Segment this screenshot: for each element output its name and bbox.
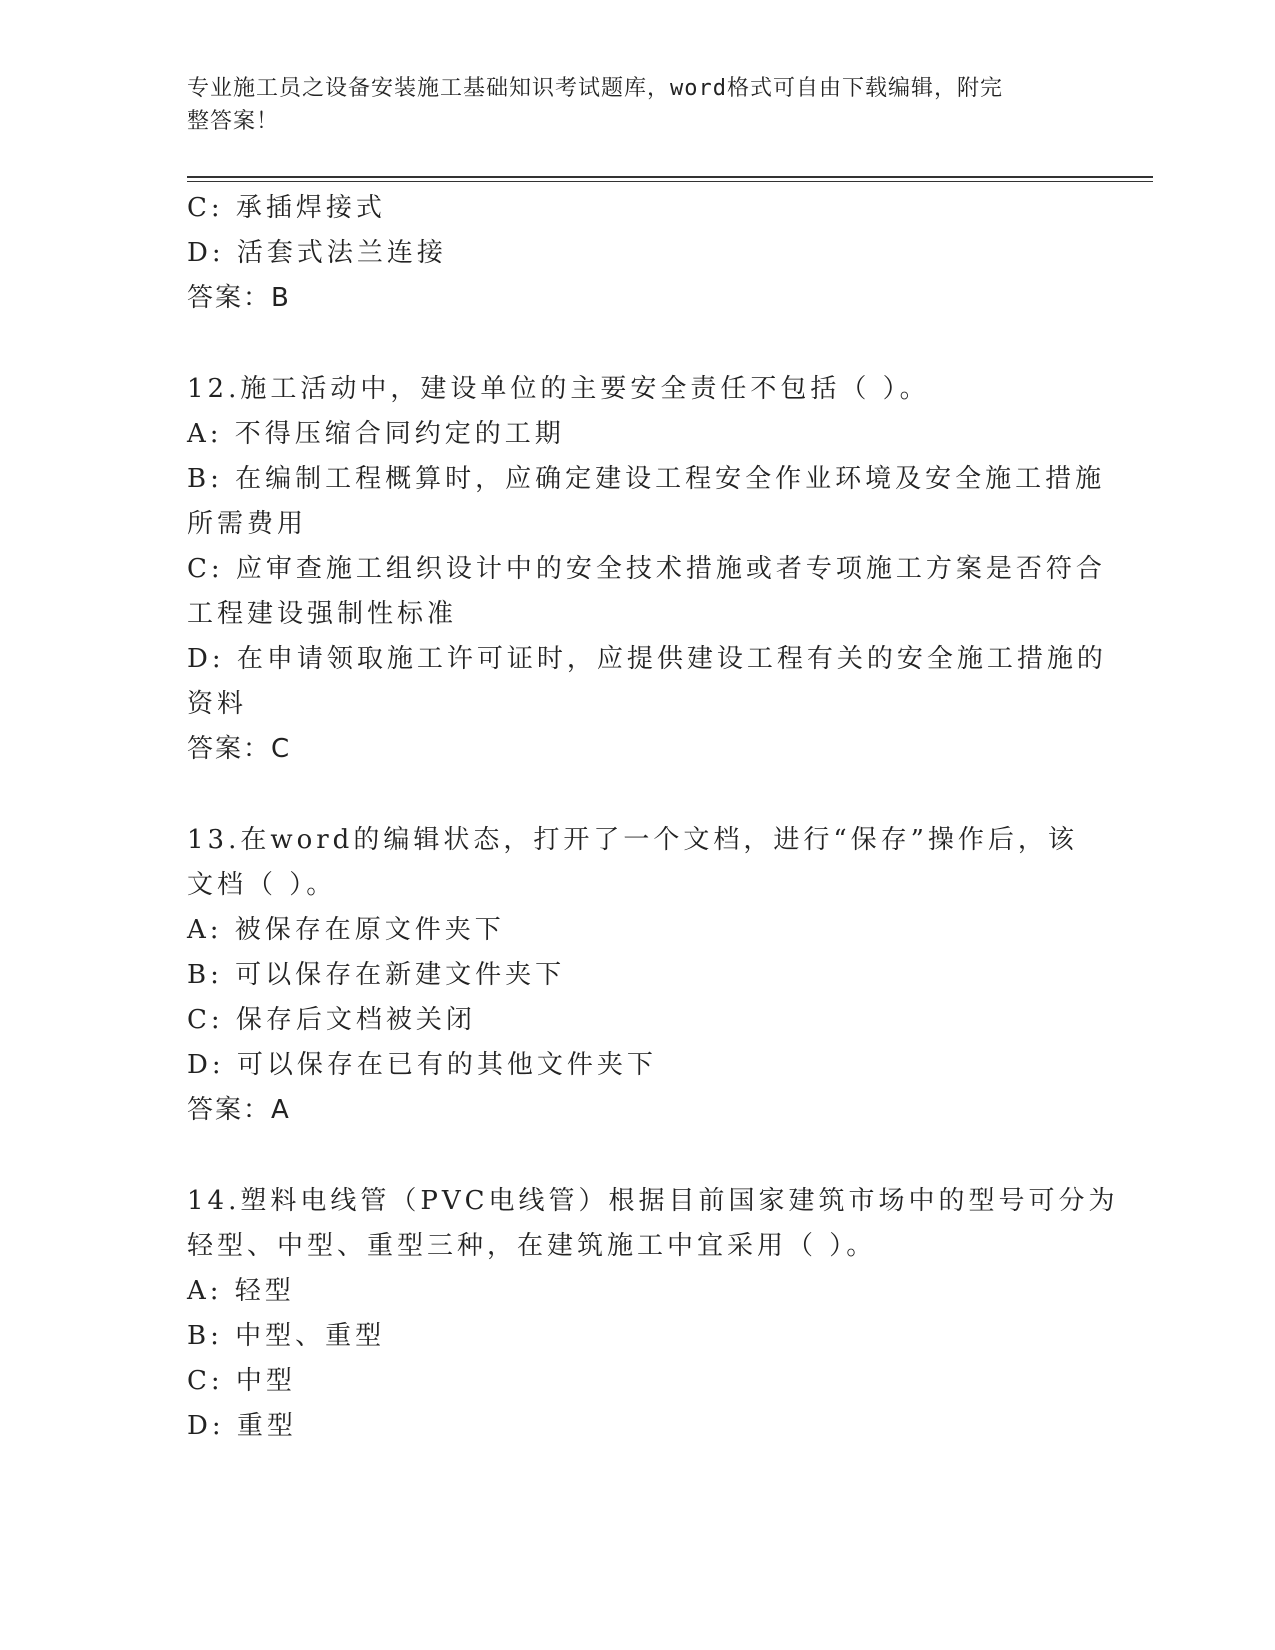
header-title-line-1: 专业施工员之设备安装施工基础知识考试题库，word格式可自由下载编辑，附完 [187, 76, 1003, 101]
option-b: B: 可以保存在新建文件夹下 [187, 960, 566, 990]
option-d: D: 活套式法兰连接 [187, 238, 447, 268]
option-a: A: 轻型 [187, 1276, 295, 1306]
option-c-line-1: C: 应审查施工组织设计中的安全技术措施或者专项施工方案是否符合 [187, 554, 1106, 584]
question-stem: 12.施工活动中，建设单位的主要安全责任不包括（ ）。 [187, 374, 930, 404]
spacer [187, 772, 1087, 818]
answer: 答案：B [187, 283, 291, 313]
option-d: D: 可以保存在已有的其他文件夹下 [187, 1050, 657, 1080]
spacer [187, 321, 1087, 367]
question-stem-line-1: 14.塑料电线管（PVC电线管）根据目前国家建筑市场中的型号可分为 [187, 1186, 1119, 1216]
option-c: C: 中型 [187, 1366, 296, 1396]
answer: 答案：A [187, 1095, 291, 1125]
question-stem-line-2: 轻型、中型、重型三种，在建筑施工中宜采用（ ）。 [187, 1231, 877, 1261]
option-b-line-2: 所需费用 [187, 509, 308, 539]
option-a: A: 不得压缩合同约定的工期 [187, 419, 565, 449]
header-title-line-2: 整答案！ [187, 109, 280, 134]
option-c: C: 承插焊接式 [187, 193, 386, 223]
answer: 答案：C [187, 734, 292, 764]
option-c-line-2: 工程建设强制性标准 [187, 599, 458, 629]
question-12 [187, 367, 1107, 772]
option-b-line-1: B: 在编制工程概算时，应确定建设工程安全作业环境及安全施工措施 [187, 464, 1106, 494]
option-a: A: 被保存在原文件夹下 [187, 915, 505, 945]
option-c: C: 保存后文档被关闭 [187, 1005, 476, 1035]
option-d: D: 重型 [187, 1411, 297, 1441]
question-13 [187, 818, 1087, 1133]
question-stem-line-2: 文档（ ）。 [187, 870, 337, 900]
option-b: B: 中型、重型 [187, 1321, 386, 1351]
page-header [187, 72, 1067, 138]
document-body [187, 186, 1119, 1449]
question-14 [187, 1179, 1119, 1449]
option-d-line-1: D: 在申请领取施工许可证时，应提供建设工程有关的安全施工措施的 [187, 644, 1107, 674]
spacer [187, 1133, 1087, 1179]
question-stem-line-1: 13.在word的编辑状态，打开了一个文档，进行“保存”操作后，该 [187, 825, 1078, 855]
option-d-line-2: 资料 [187, 689, 248, 719]
question-11-tail [187, 186, 1087, 321]
header-divider [187, 176, 1153, 182]
